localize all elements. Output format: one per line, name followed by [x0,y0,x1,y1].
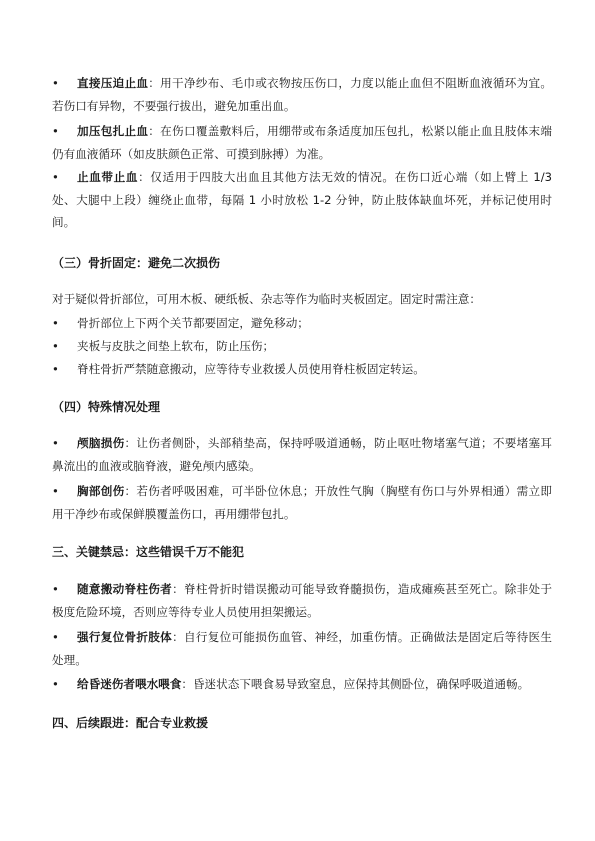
bullet-icon: • [52,316,59,330]
bullet-icon: • [52,124,59,138]
list-item-text: 脊柱骨折严禁随意搬动，应等待专业救援人员使用脊柱板固定转运。 [77,362,425,376]
list-item-text: ：若伤者呼吸困难，可半卧位休息；开放性气胸（胸壁有伤口与外界相通）需立即用干净纱布或保鲜膜覆盖伤口，再用绷带包扎。 [52,484,552,521]
bullet-icon: • [52,677,59,691]
list-item-tourniquet [52,166,552,234]
list-item-fracture-3 [52,358,552,381]
list-item-chest-injury [52,480,552,525]
section-heading-fracture: （三）骨折固定：避免二次损伤 [52,256,221,270]
list-item-taboo-reduction [52,626,552,671]
list-item-term: 胸部创伤 [77,484,125,498]
list-item-head-injury [52,432,552,477]
list-item-term: 随意搬动脊柱伤者 [77,582,173,596]
list-item-text: ：让伤者侧卧，头部稍垫高，保持呼吸道通畅，防止呕吐物堵塞气道；不要堵塞耳鼻流出的血液或脑脊液，避免颅内感染。 [52,436,552,473]
list-item-term: 止血带止血 [77,170,139,184]
list-item-term: 给昏迷伤者喂水喂食 [77,677,182,691]
bullet-icon: • [52,582,59,596]
bullet-icon: • [52,436,59,450]
list-item-text: ：在伤口覆盖敷料后，用绷带或布条适度加压包扎，松紧以能止血且肢体末端仍有血液循环（如皮肤颜色正常、可摸到脉搏）为准。 [52,124,552,161]
bullet-icon: • [52,170,59,184]
list-item-term: 直接压迫止血 [77,76,149,90]
list-item-fracture-1 [52,312,552,335]
bullet-icon: • [52,630,59,644]
list-item-text: ：昏迷状态下喂食易导致窒息，应保持其侧卧位，确保呼吸道通畅。 [181,677,530,691]
list-item-text: 夹板与皮肤之间垫上软布，防止压伤； [77,339,275,353]
section-heading-followup: 四、后续跟进：配合专业救援 [52,716,209,730]
list-item-text: ：用干净纱布、毛巾或衣物按压伤口，力度以能止血但不阻断血液循环为宜。若伤口有异物，不要强行拔出，避免加重出血。 [52,76,552,113]
list-item-term: 强行复位骨折肢体 [77,630,173,644]
list-item-term: 颅脑损伤 [77,436,125,450]
list-item-pressure-bandage [52,120,552,165]
section-heading-special: （四）特殊情况处理 [52,400,161,414]
list-item-term: 加压包扎止血 [77,124,149,138]
list-item-text: 骨折部位上下两个关节都要固定，避免移动； [77,316,309,330]
bullet-icon: • [52,484,59,498]
list-item-taboo-feeding [52,673,552,696]
list-item-fracture-2 [52,335,552,358]
bullet-icon: • [52,339,59,353]
list-item-text: ：自行复位可能损伤血管、神经，加重伤情。正确做法是固定后等待医生处理。 [52,630,552,667]
bullet-icon: • [52,362,59,376]
list-item-direct-pressure [52,72,552,117]
list-item-taboo-spine [52,578,552,623]
section-heading-taboos: 三、关键禁忌：这些错误千万不能犯 [52,545,245,559]
fracture-intro: 对于疑似骨折部位，可用木板、硬纸板、杂志等作为临时夹板固定。固定时需注意： [52,292,481,306]
bullet-icon: • [52,76,59,90]
list-item-text: ：仅适用于四肢大出血且其他方法无效的情况。在伤口近心端（如上臂上 1/3 处、大腿中上段）缠绕止血带，每隔 1 小时放松 1-2 分钟，防止肢体缺血坏死，并标记使用时间。 [52,170,552,229]
list-item-text: ：脊柱骨折时错误搬动可能导致脊髓损伤，造成瘫痪甚至死亡。除非处于极度危险环境，否则应等待专业人员使用担架搬运。 [52,582,552,619]
